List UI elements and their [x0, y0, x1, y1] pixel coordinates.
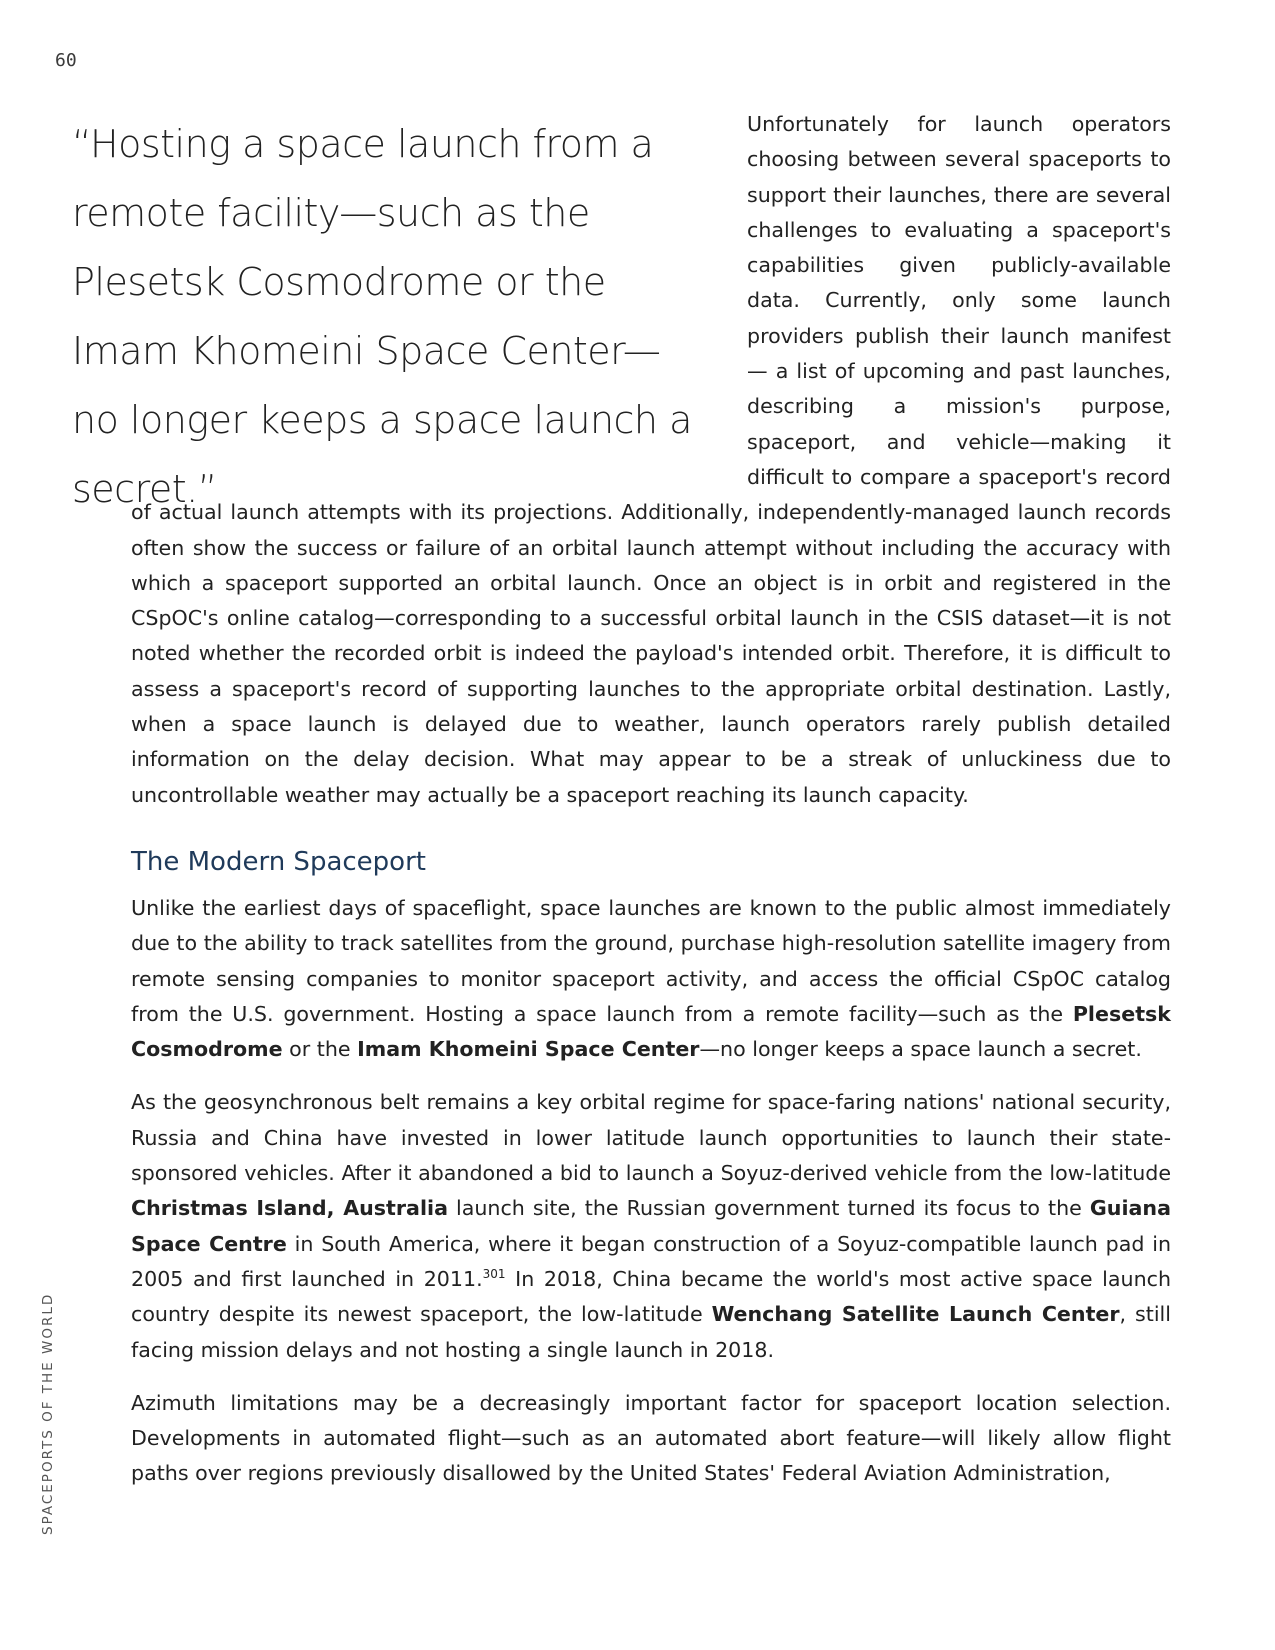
pull-quote: “Hosting a space launch from a remote facility—such as the Plesetsk Cosmodrome or the Imam Khomeini Space Center—no longer keeps a space launch a secret.”	[72, 122, 692, 511]
text-run: —no longer keeps a space launch a secret.	[699, 1037, 1142, 1062]
paragraph-modern-spaceport	[131, 891, 1171, 1067]
place-name-plesetsk: Plesetsk Cosmodrome	[131, 1001, 1171, 1062]
intro-paragraph: Unfortunately for launch operators choosing between several spaceports to support their launches, there are several challenges to evaluating a spaceport's capabilities given publicly-available data. Currently, only some launch providers publish their launch manifest— a list of upcoming and past launches, describing a mission's purpose, spaceport, and vehicle—making it difficult to compare a spaceport's record of actual launch attempts with its projections. Additionally, independently-managed launch records often show the success or failure of an orbital launch attempt without including the accuracy with which a spaceport supported an orbital launch. Once an object is in orbit and registered in the CSpOC's online catalog—corresponding to a successful orbital launch in the CSIS dataset—it is not noted whether the recorded orbit is indeed the payload's intended orbit. Therefore, it is difficult to assess a spaceport's record of supporting launches to the appropriate orbital destination. Lastly, when a space launch is delayed due to weather, launch operators rarely publish detailed information on the delay decision. What may appear to be a streak of unluckiness due to uncontrollable weather may actually be a spaceport reaching its launch capacity.	[131, 112, 1171, 807]
page-number: 60	[55, 50, 77, 71]
text-run: or the	[282, 1037, 358, 1062]
running-section-label: SPACEPORTS OF THE WORLD	[40, 1292, 56, 1535]
paragraph-geosynchronous	[131, 1085, 1171, 1367]
place-name-wenchang: Wenchang Satellite Launch Center	[711, 1302, 1120, 1327]
place-name-christmas-island: Christmas Island, Australia	[131, 1196, 448, 1221]
footnote-marker: 301	[482, 1267, 506, 1282]
text-run: As the geosynchronous belt remains a key orbital regime for space-faring nations' national security, Russia and China have invested in lower latitude launch opportunities to launch their state-sponsored vehicles. After it abandoned a bid to launch a Soyuz-derived vehicle from the low-latitude	[131, 1090, 1171, 1186]
paragraph-azimuth: Azimuth limitations may be a decreasingly important factor for spaceport location selection. Developments in automated flight—such as an automated abort feature—will likely allow flight paths over regions previously disallowed by the United States' Federal Aviation Administration,	[131, 1390, 1171, 1486]
text-run: Unlike the earliest days of spaceflight, space launches are known to the public almost immediately due to the ability to track satellites from the ground, purchase high-resolution satellite imagery from remote sensing companies to monitor spaceport activity, and access the official CSpOC catalog from the U.S. government. Hosting a space launch from a remote facility—such as the	[131, 895, 1171, 1026]
text-run: launch site, the Russian government turned its focus to the	[447, 1196, 1090, 1221]
text-run: In 2018, China became the world's most active space launch country despite its newest spaceport, the low-latitude	[131, 1266, 1171, 1327]
section-heading: The Modern Spaceport	[131, 846, 426, 877]
article-body	[131, 107, 1171, 1510]
place-name-guiana: Guiana Space Centre	[131, 1196, 1171, 1256]
place-name-imam-khomeini: Imam Khomeini Space Center	[357, 1037, 700, 1062]
pull-quote-space	[131, 107, 747, 467]
text-run: in South America, where it began construction of a Soyuz-compatible launch pad in 2005 and first launched in 2011.	[131, 1231, 1171, 1291]
text-run: , still facing mission delays and not hosting a single launch in 2018.	[131, 1302, 1171, 1362]
